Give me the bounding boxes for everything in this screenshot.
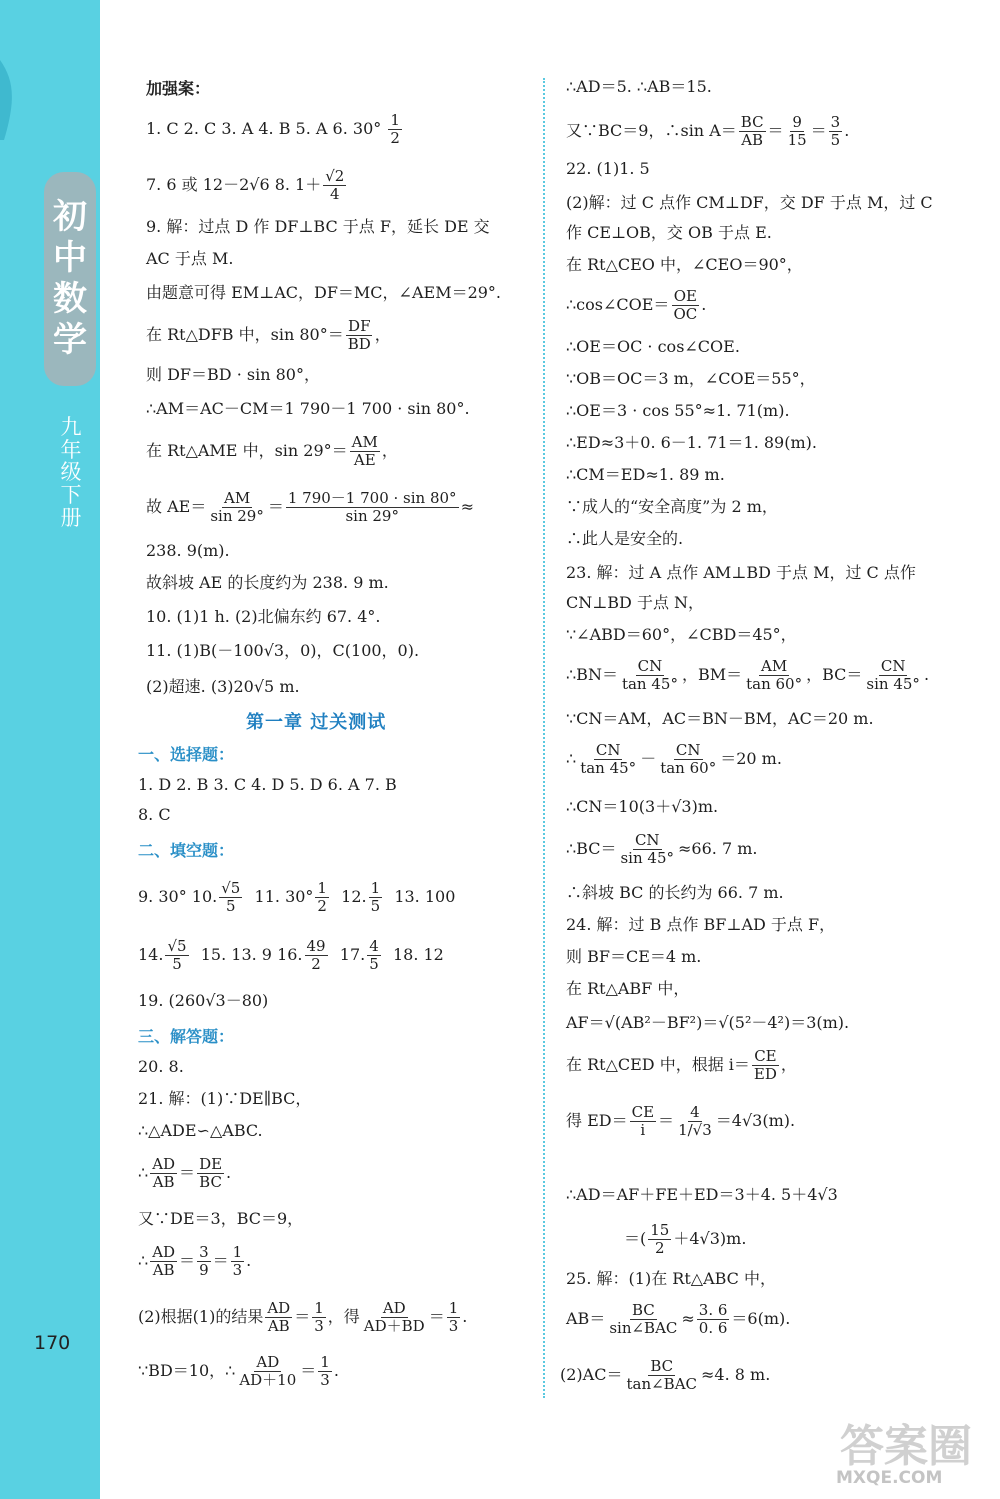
numerator: 1	[314, 1299, 324, 1317]
denominator: AB	[741, 131, 764, 149]
answer-line: ∴BN＝ $\frac{CN}{\tan 45^\circ}$ ，BM＝ $\frac{AM}{\tan 60^\circ}$ ，BC＝ $\frac{CN}{\sin 45^\circ}$ .	[566, 657, 930, 693]
answer-line: ∴ $\frac{CN}{\tan 45^\circ}$ － $\frac{CN}{\tan 60^\circ}$ ＝20 m.	[566, 741, 782, 777]
answer-line: ∴ $\frac{AD}{AB}$ ＝ $\frac{DE}{BC}$ .	[138, 1155, 232, 1191]
numerator: AD	[267, 1299, 291, 1317]
answer-text: ∵BD＝10，∴	[138, 1361, 236, 1380]
numerator: AD	[152, 1155, 176, 1173]
numerator: DF	[348, 317, 371, 335]
numerator: AM	[223, 489, 251, 507]
watermark-url: MXQE.COM	[836, 1468, 943, 1488]
answer-line: (2)解：过 C 点作 CM⊥DF，交 DF 于点 M，过 C	[566, 193, 933, 212]
numerator: CE	[754, 1047, 777, 1065]
denominator: i	[640, 1121, 646, 1139]
fraction	[219, 880, 242, 915]
numerator: 4	[369, 937, 379, 955]
denominator: 15	[787, 131, 807, 149]
fraction	[676, 1104, 714, 1139]
numerator: DE	[199, 1155, 223, 1173]
numerator: √5	[221, 879, 241, 897]
answer-text: 1. C 2. C 3. A 4. B 5. A 6. 30°	[146, 119, 382, 138]
answer-text: ＝6(m).	[731, 1309, 791, 1328]
answer-text: ＋4√3)m.	[673, 1229, 747, 1248]
fraction	[150, 1156, 177, 1191]
denominator: tan∠BAC	[626, 1375, 698, 1393]
answer-line: 238. 9(m).	[146, 541, 230, 560]
numerator: 1	[320, 1353, 330, 1371]
answer-text: 9. 30° 10.	[138, 887, 218, 906]
answer-line: ∴AD＝5. ∴AB＝15.	[566, 77, 712, 96]
numerator: CE	[631, 1103, 655, 1121]
denominator: 2	[655, 1239, 665, 1257]
answer-line: (2)根据(1)的结果 $\frac{AD}{AB}$ ＝ $\frac{1}{3}$ ，得 $\frac{AD}{AD+BD}$ ＝ $\frac{1}{3}$ .	[138, 1299, 468, 1335]
numerator: CN	[595, 741, 621, 759]
answer-line: ∴ $\frac{AD}{AB}$ ＝ $\frac{3}{9}$ ＝ $\frac{1}{3}$ .	[138, 1243, 252, 1279]
answer-text: 11. 30°	[254, 887, 314, 906]
answer-line: 在 Rt△AME 中，sin 29°＝ $\frac{AM}{AE}$ ，	[146, 433, 398, 469]
numerator: CN	[637, 657, 663, 675]
answer-text: 又∵BC＝9，∴sin A＝	[566, 121, 737, 140]
fraction	[197, 1156, 224, 1191]
answer-line: ∴AM＝AC－CM＝1 790－1 700 · sin 80°.	[146, 399, 470, 418]
fraction	[786, 114, 809, 149]
answer-text: 13. 100	[394, 887, 456, 906]
title-char: 中	[53, 238, 87, 279]
numerator: BC	[650, 1357, 674, 1375]
fraction	[367, 938, 381, 973]
answer-text: ＝(	[624, 1229, 647, 1248]
answer-line: 则 DF＝BD · sin 80°，	[146, 365, 320, 384]
answer-line: ∴BC＝ $\frac{CN}{\sin 45^\circ}$ ≈66. 7 m.	[566, 831, 758, 867]
denominator: 0. 6	[698, 1319, 728, 1337]
fraction	[447, 1300, 461, 1335]
numerator: 3. 6	[698, 1301, 728, 1319]
sidebar	[0, 0, 100, 1499]
fraction	[265, 1300, 292, 1335]
numerator: CN	[880, 657, 906, 675]
denominator: 4	[330, 185, 340, 203]
denominator: AB	[152, 1261, 175, 1279]
answer-text: 在 Rt△CED 中，根据 i＝	[566, 1055, 750, 1074]
answer-line	[138, 880, 455, 915]
answer-line: AF＝√(AB²－BF²)＝√(5²－4²)＝3(m).	[566, 1013, 850, 1032]
fraction	[231, 1244, 245, 1279]
fraction	[286, 490, 459, 525]
numerator: BC	[740, 113, 764, 131]
denominator: AE	[353, 451, 376, 469]
section-heading: 加强案：	[146, 79, 211, 98]
answer-line: 11. (1)B(－100√3，0)，C(100，0).	[146, 641, 420, 660]
answer-line: ∴cos∠COE＝ $\frac{OE}{OC}$ .	[566, 287, 707, 323]
fraction	[648, 1222, 671, 1257]
answer-text: 18. 12	[392, 945, 444, 964]
answer-line: ∴OE＝OC · cos∠COE.	[566, 337, 740, 356]
title-char: 学	[53, 319, 87, 360]
grade-char: 九	[60, 415, 82, 439]
denominator: 2	[317, 897, 327, 915]
denominator: 3	[448, 1317, 459, 1335]
answer-line: ∴ED≈3＋0. 6－1. 71＝1. 89(m).	[566, 433, 817, 452]
denominator: tan 45°	[621, 675, 678, 693]
numerator: AD	[152, 1243, 176, 1261]
numerator: CN	[675, 741, 701, 759]
answer-line: 19. (260√3－80)	[138, 991, 269, 1010]
answer-line: 由题意可得 EM⊥AC，DF＝MC，∠AEM＝29°.	[146, 283, 502, 302]
answer-text: (2)根据(1)的结果	[138, 1307, 264, 1326]
answer-text: ，得	[327, 1307, 360, 1326]
grade-char: 下	[60, 483, 82, 508]
denominator: 5	[830, 131, 841, 149]
answer-line: 9. 解：过点 D 作 DF⊥BC 于点 F，延长 DE 交	[146, 217, 490, 236]
numerator: BC	[631, 1301, 655, 1319]
answer-line: ∴AD＝AF＋FE＋ED＝3＋4. 5＋4√3	[566, 1185, 838, 1204]
numerator: 15	[650, 1221, 670, 1239]
denominator: 3	[314, 1317, 324, 1335]
denominator: AD＋BD	[363, 1317, 425, 1335]
answer-line: 故 AE＝ $\frac{AM}{\sin 29^\circ}$ ＝ $\frac{1 790-1 700 \cdot \sin 80^\circ}{\sin 29^\circ}$ ≈	[146, 489, 474, 525]
answer-line	[146, 112, 404, 147]
fraction	[362, 1300, 427, 1335]
denominator: sin 29°	[345, 507, 399, 525]
answer-text: AB＝	[566, 1309, 606, 1328]
answer-line: 22. (1)1. 5	[566, 159, 650, 178]
answer-text: 17.	[339, 945, 366, 964]
fraction	[346, 318, 373, 353]
answer-line: 故斜坡 AE 的长度约为 238. 9 m.	[146, 573, 389, 592]
answer-text: ≈4. 8 m.	[701, 1365, 771, 1384]
answer-text: (2)AC＝	[560, 1365, 623, 1384]
denominator: sin 45°	[620, 849, 674, 867]
answer-line	[624, 1222, 746, 1257]
denominator: tan 60°	[746, 675, 803, 693]
fraction	[305, 938, 328, 973]
denominator: 9	[199, 1261, 209, 1279]
fraction	[578, 742, 638, 777]
numerator: 1	[370, 879, 381, 897]
fraction	[607, 1302, 679, 1337]
answer-line: AC 于点 M.	[146, 249, 234, 268]
denominator: 2	[311, 955, 321, 973]
denominator: AB	[152, 1173, 175, 1191]
answer-line: ∵CN＝AM，AC＝BN－BM，AC＝20 m.	[566, 709, 874, 728]
answer-line: AB＝ $\frac{BC}{\text{sin∠BAC}}$ ≈ $\frac{3. 6}{0. 6}$ ＝6(m).	[566, 1301, 791, 1337]
denominator: AD＋10	[239, 1371, 297, 1389]
answer-line: ∵OB＝OC＝3 m，∠COE＝55°，	[566, 369, 816, 388]
fraction	[697, 1302, 730, 1337]
fraction	[618, 832, 676, 867]
grade-label	[56, 416, 86, 529]
numerator: AM	[761, 657, 788, 675]
title-char: 数	[53, 279, 87, 319]
fraction	[208, 490, 266, 525]
numerator: OE	[673, 287, 697, 305]
denominator: BC	[199, 1173, 222, 1191]
denominator: sin∠BAC	[609, 1319, 678, 1337]
fraction	[829, 114, 843, 149]
denominator: tan 60°	[660, 759, 717, 777]
grade-char: 年	[60, 437, 82, 462]
answer-line: ∴△ADE∽△ABC.	[138, 1121, 263, 1140]
answer-line: (2)超速. (3)20√5 m.	[146, 677, 300, 696]
numerator: 1	[390, 111, 400, 129]
watermark	[830, 1410, 990, 1495]
page-number: 170	[34, 1332, 71, 1354]
fraction	[744, 658, 804, 693]
numerator: 3	[199, 1243, 209, 1261]
numerator: 1	[317, 879, 327, 897]
denominator: 5	[172, 955, 182, 973]
numerator: AD	[382, 1299, 406, 1317]
answer-text: 故 AE＝	[146, 497, 207, 516]
numerator: 1 790－1 700 · sin 80°	[287, 489, 457, 507]
title-char: 初	[53, 197, 87, 238]
answer-line: 在 Rt△CED 中，根据 i＝ $\frac{CE}{ED}$ ，	[566, 1047, 797, 1083]
answer-line: 又∵DE＝3，BC＝9，	[138, 1209, 304, 1228]
numerator: CN	[634, 831, 660, 849]
answer-line: 8. C	[138, 805, 171, 824]
numerator: AM	[351, 433, 378, 451]
denominator: 5	[370, 897, 381, 915]
answer-line: ∵成人的“安全高度”为 2 m，	[566, 497, 778, 516]
numerator: 49	[306, 937, 326, 955]
denominator: ED	[753, 1065, 777, 1083]
numerator: 9	[792, 113, 802, 131]
numerator: √2	[325, 167, 345, 185]
fraction	[671, 288, 699, 323]
numerator: AD	[256, 1353, 280, 1371]
answer-line: 作 CE⊥OB，交 OB 于点 E.	[566, 223, 772, 242]
column-divider	[543, 78, 545, 1398]
fraction	[165, 938, 188, 973]
fraction	[318, 1354, 332, 1389]
answer-line: 则 BF＝CE＝4 m.	[566, 947, 702, 966]
answer-text: 12.	[341, 887, 367, 906]
numerator: 1	[448, 1299, 459, 1317]
answer-line: 得 ED＝ $\frac{CE}{i}$ ＝ $\frac{4}{1/√3}$ ＝4√3(m).	[566, 1103, 796, 1139]
answer-text: 14.	[138, 945, 164, 964]
fraction	[624, 1358, 699, 1393]
section-heading: 二、填空题：	[138, 841, 235, 860]
answer-line: 1. D 2. B 3. C 4. D 5. D 6. A 7. B	[138, 775, 397, 794]
answer-line: 在 Rt△CEO 中，∠CEO＝90°，	[566, 255, 803, 274]
section-heading: 一、选择题：	[138, 745, 235, 764]
sidebar-swoosh	[0, 60, 20, 140]
answer-text: 得 ED＝	[566, 1111, 628, 1130]
answer-line: ∴OE＝3 · cos 55°≈1. 71(m).	[566, 401, 790, 420]
numerator: 4	[690, 1103, 700, 1121]
answer-line: ∴斜坡 BC 的长约为 66. 7 m.	[566, 883, 784, 902]
denominator: 3	[232, 1261, 243, 1279]
numerator: √5	[167, 937, 187, 955]
denominator: sin 45°	[866, 675, 920, 693]
answer-text: 在 Rt△AME 中，sin 29°＝	[146, 441, 348, 460]
answer-line: CN⊥BD 于点 N，	[566, 593, 705, 612]
denominator: 5	[226, 897, 236, 915]
answer-line: 又∵BC＝9，∴sin A＝ $\frac{BC}{AB}$ ＝ $\frac{9}{15}$ ＝ $\frac{3}{5}$ .	[566, 113, 850, 149]
answer-line	[146, 168, 348, 203]
fraction	[369, 880, 383, 915]
denominator: AB	[267, 1317, 290, 1335]
answer-line: ∴CN＝10(3＋√3)m.	[566, 797, 719, 816]
denominator: sin 29°	[210, 507, 264, 525]
denominator: 2	[390, 129, 400, 147]
numerator: 1	[232, 1243, 243, 1261]
answer-line: 25. 解：(1)在 Rt△ABC 中，	[566, 1269, 777, 1288]
fraction	[315, 880, 329, 915]
answer-text: ∴cos∠COE＝	[566, 295, 670, 314]
fraction	[312, 1300, 326, 1335]
denominator: 5	[369, 955, 379, 973]
fraction	[350, 434, 380, 469]
answer-text: 在 Rt△DFB 中，sin 80°＝	[146, 325, 344, 344]
denominator: 1/√3	[678, 1121, 712, 1139]
answer-line: 21. 解：(1)∵DE∥BC，	[138, 1089, 312, 1108]
numerator: 3	[830, 113, 841, 131]
denominator: tan 45°	[580, 759, 637, 777]
answer-line: ∵BD＝10，∴ $\frac{AD}{AD+10}$ ＝ $\frac{1}{3}$ .	[138, 1353, 339, 1389]
answer-text: 7. 6 或 12－2√6 8. 1＋	[146, 175, 322, 194]
fraction	[150, 1244, 177, 1279]
fraction	[739, 114, 766, 149]
answer-text: 15. 13. 9 16.	[200, 945, 303, 964]
answer-line: 24. 解：过 B 点作 BF⊥AD 于点 F，	[566, 915, 836, 934]
answer-line: ∴CM＝ED≈1. 89 m.	[566, 465, 725, 484]
answer-line	[560, 1358, 770, 1393]
answer-line: 10. (1)1 h. (2)北偏东约 67. 4°.	[146, 607, 381, 626]
answer-line: 在 Rt△DFB 中，sin 80°＝ $\frac{DF}{BD}$ ，	[146, 317, 391, 353]
denominator: 3	[320, 1371, 330, 1389]
answer-line: ∵∠ABD＝60°，∠CBD＝45°，	[566, 625, 797, 644]
chapter-title: 第一章 过关测试	[246, 712, 387, 733]
answer-line: 在 Rt△ABF 中，	[566, 979, 690, 998]
fraction	[237, 1354, 298, 1389]
grade-char: 册	[60, 505, 82, 530]
watermark-logo-text: 答案圈	[840, 1421, 972, 1472]
grade-char: 级	[60, 460, 82, 485]
answer-line: ∴此人是安全的.	[566, 529, 684, 548]
fraction	[864, 658, 922, 693]
answer-line	[138, 938, 444, 973]
answer-line: 20. 8.	[138, 1057, 184, 1076]
answer-line: 23. 解：过 A 点作 AM⊥BD 于点 M，过 C 点作	[566, 563, 916, 582]
fraction	[630, 1104, 656, 1139]
fraction	[620, 658, 680, 693]
fraction	[197, 1244, 211, 1279]
denominator: OC	[673, 305, 698, 323]
book-title	[44, 172, 96, 386]
fraction	[388, 112, 402, 147]
denominator: BD	[347, 335, 371, 353]
fraction	[323, 168, 346, 203]
section-heading: 三、解答题：	[138, 1027, 235, 1046]
fraction	[752, 1048, 779, 1083]
fraction	[658, 742, 718, 777]
answer-text: ＝4√3(m).	[715, 1111, 796, 1130]
